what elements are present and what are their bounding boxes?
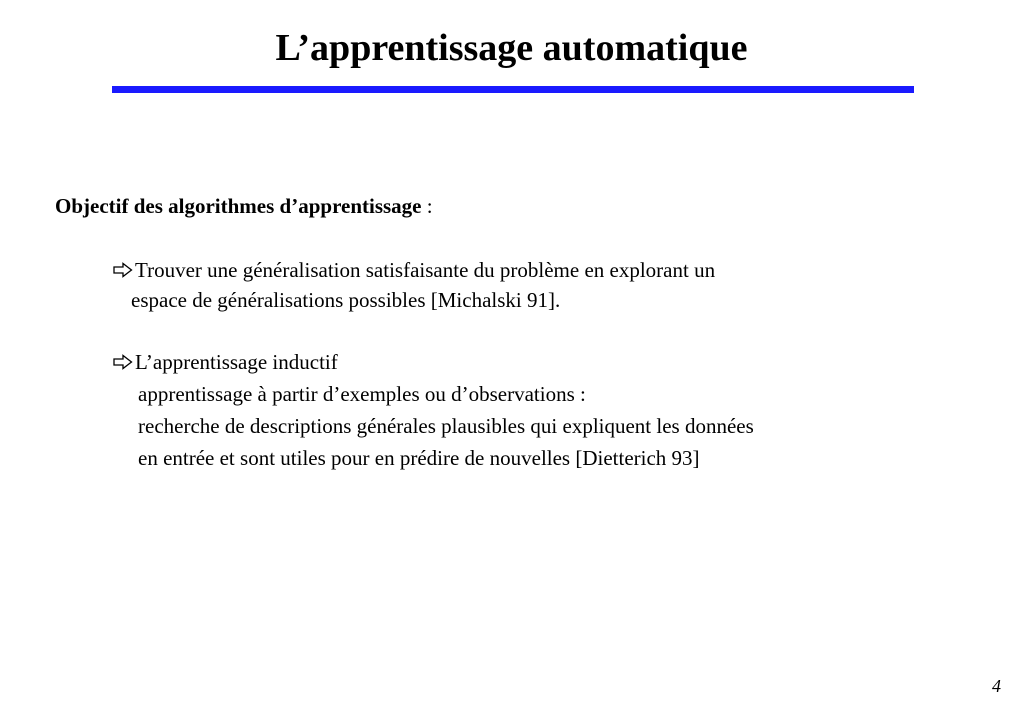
title-underline xyxy=(112,86,914,93)
bullet-2-text-1: L’apprentissage inductif xyxy=(135,350,338,374)
bullet-1-text-2: espace de généralisations possibles [Michalski 91]. xyxy=(131,288,561,312)
bullet-1-line-2 xyxy=(131,285,560,315)
page-number: 4 xyxy=(992,676,1001,696)
bullet-1-text-1: Trouver une généralisation satisfaisante du problème en explorant un xyxy=(135,258,716,282)
section-heading-bold: Objectif des algorithmes d’apprentissage xyxy=(55,194,422,218)
bullet-2-text-3: recherche de descriptions générales plausibles qui expliquent les données xyxy=(138,414,754,438)
bullet-2-line-4 xyxy=(138,443,700,473)
bullet-2-line-1 xyxy=(113,347,338,377)
bullet-1-line-1 xyxy=(113,255,715,285)
bullet-2-line-2 xyxy=(138,379,586,409)
hollow-right-arrow-icon xyxy=(113,354,133,370)
bullet-2-text-4: en entrée et sont utiles pour en prédire de nouvelles [Dietterich 93] xyxy=(138,446,700,470)
bullet-2-line-3 xyxy=(138,411,754,441)
hollow-right-arrow-icon xyxy=(113,262,133,278)
section-heading xyxy=(55,192,433,220)
slide-title: L’apprentissage automatique xyxy=(275,27,748,69)
bullet-2-text-2: apprentissage à partir d’exemples ou d’observations : xyxy=(138,382,586,406)
section-heading-colon: : xyxy=(421,194,433,218)
